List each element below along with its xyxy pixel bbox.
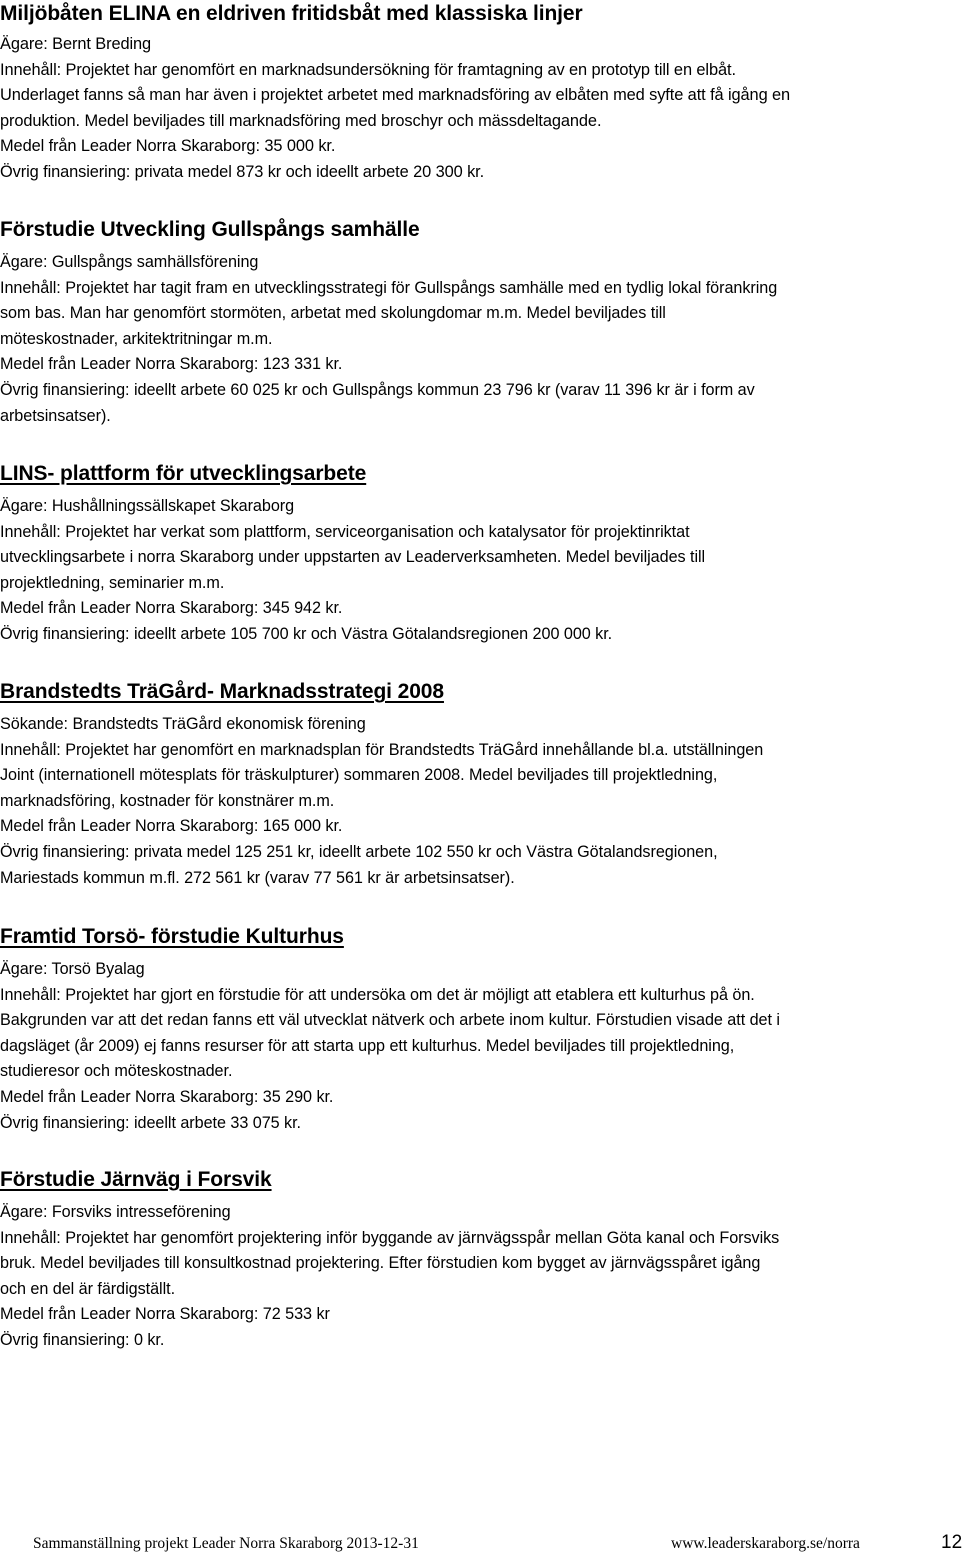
project-content: Innehåll: Projektet har tagit fram en utvecklingsstrategi för Gullspångs samhälle med en tydlig lokal förankring [0,278,778,297]
project-leader-funding: Medel från Leader Norra Skaraborg: 345 942 kr. [0,599,343,618]
project-title: Förstudie Utveckling Gullspångs samhälle [0,218,420,241]
project-owner: Sökande: Brandstedts TräGård ekonomisk förening [0,715,366,733]
project-leader-funding: Medel från Leader Norra Skaraborg: 35 000 kr. [0,137,336,155]
project-other-funding: Övrig finansiering: ideellt arbete 105 700 kr och Västra Götalandsregionen 200 000 kr. [0,624,613,643]
project-content: Underlaget fanns så man har även i projektet arbetet med marknadsföring av elbåten med syfte att få igång en [0,86,791,104]
project-other-funding: Övrig finansiering: ideellt arbete 60 025 kr och Gullspångs kommun 23 796 kr (varav 11 396 kr är i form av [0,380,755,399]
project-leader-funding: Medel från Leader Norra Skaraborg: 35 290 kr. [0,1087,334,1106]
project-content: Joint (internationell mötesplats för träskulpturer) sommaren 2008. Medel beviljades till projektledning, [0,766,718,785]
project-section [0,1166,779,1354]
project-content: marknadsföring, kostnader för konstnärer m.m. [0,791,335,810]
project-title: Brandstedts TräGård- Marknadsstrategi 2008 [0,680,444,703]
project-content: Innehåll: Projektet har gjort en förstudie för att undersöka om det är möjligt att etablera ett kulturhus på ön. [0,985,755,1004]
project-content: bruk. Medel beviljades till konsultkostnad projektering. Efter förstudien kom bygget av järnvägsspåret igång [0,1254,761,1273]
project-section [0,0,790,185]
project-other-funding: Övrig finansiering: privata medel 873 kr och ideellt arbete 20 300 kr. [0,162,485,181]
project-content: projektledning, seminarier m.m. [0,573,225,592]
project-other-funding: Övrig finansiering: privata medel 125 251 kr, ideellt arbete 102 550 kr och Västra Götalandsregionen, [0,842,718,861]
project-other-funding: arbetsinsatser). [0,406,111,425]
project-section [0,678,763,891]
project-content: Innehåll: Projektet har genomfört en marknadsundersökning för framtagning av en prototyp till en elbåt. [0,60,736,79]
project-title: Miljöbåten ELINA en eldriven fritidsbåt med klassiska linjer [0,2,583,25]
project-content: dagsläget (år 2009) ej fanns resurser för att starta upp ett kulturhus. Medel beviljades till projektledning, [0,1036,735,1055]
project-other-funding: Mariestads kommun m.fl. 272 561 kr (varav 77 561 kr är arbetsinsatser). [0,868,515,887]
project-content: produktion. Medel beviljades till marknadsföring med broschyr och mässdeltagande. [0,111,602,130]
page-footer [33,1528,962,1558]
project-section [0,460,705,648]
project-owner: Ägare: Bernt Breding [0,35,152,53]
project-owner: Ägare: Hushållningssällskapet Skaraborg [0,497,295,515]
project-title: Framtid Torsö- förstudie Kulturhus [0,925,344,948]
project-content: Innehåll: Projektet har genomfört projektering inför byggande av järnvägsspår mellan Göta kanal och Forsviks [0,1228,780,1247]
project-owner: Ägare: Gullspångs samhällsförening [0,253,259,271]
project-other-funding: Övrig finansiering: 0 kr. [0,1330,165,1349]
project-content: utvecklingsarbete i norra Skaraborg under uppstarten av Leaderverksamheten. Medel beviljades till [0,548,706,567]
project-leader-funding: Medel från Leader Norra Skaraborg: 165 000 kr. [0,817,343,836]
project-section [0,216,777,429]
project-content: Bakgrunden var att det redan fanns ett väl utvecklat nätverk och arbete inom kultur. Förstudien visade att det i [0,1011,780,1030]
project-other-funding: Övrig finansiering: ideellt arbete 33 075 kr. [0,1113,301,1132]
project-content: Innehåll: Projektet har genomfört en marknadsplan för Brandstedts TräGård innehållande bl.a. utställningen [0,740,764,759]
project-leader-funding: Medel från Leader Norra Skaraborg: 72 533 kr [0,1305,330,1324]
project-title: LINS- plattform för utvecklingsarbete [0,462,367,485]
project-owner: Ägare: Torsö Byalag [0,960,145,978]
project-owner: Ägare: Forsviks intresseförening [0,1203,231,1221]
project-content: Innehåll: Projektet har verkat som plattform, serviceorganisation och katalysator för projektinriktat [0,522,690,541]
footer-website-link[interactable]: www.leaderskaraborg.se/norra [671,1535,860,1552]
page-number: 12 [941,1532,962,1553]
project-section [0,923,780,1136]
footer-document-title: Sammanställning projekt Leader Norra Skaraborg 2013-12-31 [33,1535,419,1552]
project-content: studieresor och möteskostnader. [0,1062,233,1081]
project-content: och en del är färdigställt. [0,1279,176,1298]
project-content: möteskostnader, arkitektritningar m.m. [0,329,273,348]
project-leader-funding: Medel från Leader Norra Skaraborg: 123 331 kr. [0,355,343,374]
project-title: Förstudie Järnväg i Forsvik [0,1168,272,1191]
project-content: som bas. Man har genomfört stormöten, arbetat med skolungdomar m.m. Medel beviljades till [0,304,666,323]
